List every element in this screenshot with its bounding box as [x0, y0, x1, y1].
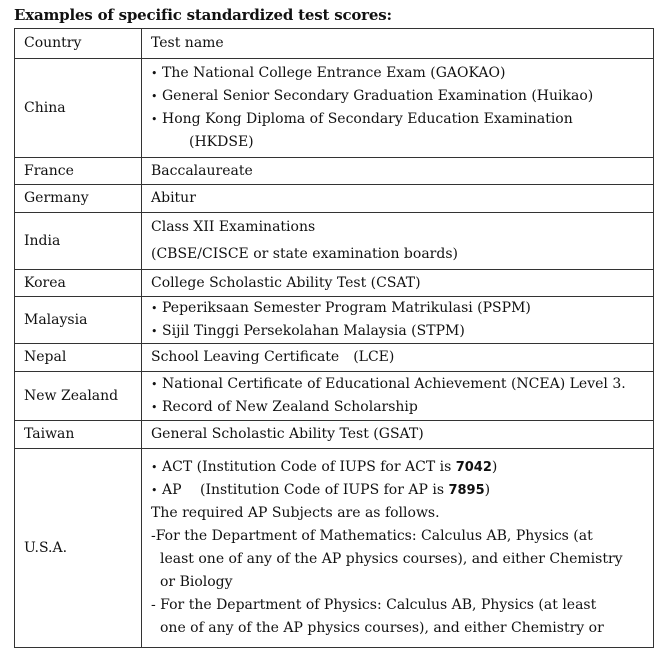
table-row [15, 270, 654, 297]
list-item: • National Certificate of Educational Achievement (NCEA) Level 3. [151, 373, 649, 396]
table-row [15, 344, 654, 372]
requirement-continuation: least one of any of the AP physics courses), and either Chemistry [160, 551, 623, 567]
test-cell [142, 449, 654, 648]
table-row [15, 59, 654, 158]
bullet-icon: • [151, 90, 158, 103]
list-item: • AP (Institution Code of IUPS for AP is 7895) [151, 479, 649, 502]
column-header-country: Country [15, 29, 142, 59]
list-item: • Peperiksaan Semester Program Matrikulasi (PSPM) [151, 297, 649, 320]
act-institution-code: 7042 [455, 460, 492, 475]
test-scores-table [14, 28, 654, 648]
test-cell [142, 297, 654, 344]
table-header-row [15, 29, 654, 59]
requirement-item: - For the Department of Physics: Calculus AB, Physics (at least [151, 597, 597, 613]
list-item: • ACT (Institution Code of IUPS for ACT is 7042) [151, 456, 649, 479]
country-cell: Nepal [15, 344, 142, 372]
country-cell: China [15, 59, 142, 158]
country-cell: Malaysia [15, 297, 142, 344]
list-item: • The National College Entrance Exam (GAOKAO) [151, 62, 649, 85]
page-title: Examples of specific standardized test scores: [14, 6, 392, 24]
table-row [15, 185, 654, 213]
bullet-icon: • [151, 461, 158, 474]
country-cell: New Zealand [15, 372, 142, 421]
bullet-icon: • [151, 378, 158, 391]
table-row [15, 372, 654, 421]
test-cell: Abitur [142, 185, 654, 213]
test-line: The required AP Subjects are as follows. [151, 505, 440, 521]
test-cell: School Leaving Certificate (LCE) [142, 344, 654, 372]
bullet-icon: • [151, 302, 158, 315]
ap-institution-code: 7895 [448, 483, 485, 498]
test-cell: College Scholastic Ability Test (CSAT) [142, 270, 654, 297]
country-cell: U.S.A. [15, 449, 142, 648]
test-cell [142, 372, 654, 421]
country-cell: France [15, 158, 142, 185]
country-cell: India [15, 213, 142, 270]
table-row [15, 449, 654, 648]
list-item: • General Senior Secondary Graduation Examination (Huikao) [151, 85, 649, 108]
country-cell: Germany [15, 185, 142, 213]
bullet-icon: • [151, 67, 158, 80]
bullet-icon: • [151, 484, 158, 497]
test-cell [142, 213, 654, 270]
test-cell [142, 59, 654, 158]
table-row [15, 158, 654, 185]
table-row [15, 421, 654, 449]
test-cell: Baccalaureate [142, 158, 654, 185]
column-header-test-name: Test name [142, 29, 654, 59]
test-line: Class XII Examinations [151, 219, 316, 235]
table-row [15, 213, 654, 270]
requirement-item: -For the Department of Mathematics: Calculus AB, Physics (at [151, 528, 593, 544]
country-cell: Taiwan [15, 421, 142, 449]
test-cell: General Scholastic Ability Test (GSAT) [142, 421, 654, 449]
list-item: • Record of New Zealand Scholarship [151, 396, 649, 419]
table-row [15, 297, 654, 344]
list-item: • Sijil Tinggi Persekolahan Malaysia (STPM) [151, 320, 649, 343]
requirement-continuation: or Biology [160, 574, 233, 590]
requirement-continuation: one of any of the AP physics courses), and either Chemistry or [160, 620, 604, 636]
country-cell: Korea [15, 270, 142, 297]
list-item-continuation: (HKDSE) [189, 134, 254, 150]
bullet-icon: • [151, 401, 158, 414]
test-line: (CBSE/CISCE or state examination boards) [151, 246, 458, 262]
list-item: • Hong Kong Diploma of Secondary Education Examination [151, 108, 649, 131]
bullet-icon: • [151, 325, 158, 338]
bullet-icon: • [151, 113, 158, 126]
